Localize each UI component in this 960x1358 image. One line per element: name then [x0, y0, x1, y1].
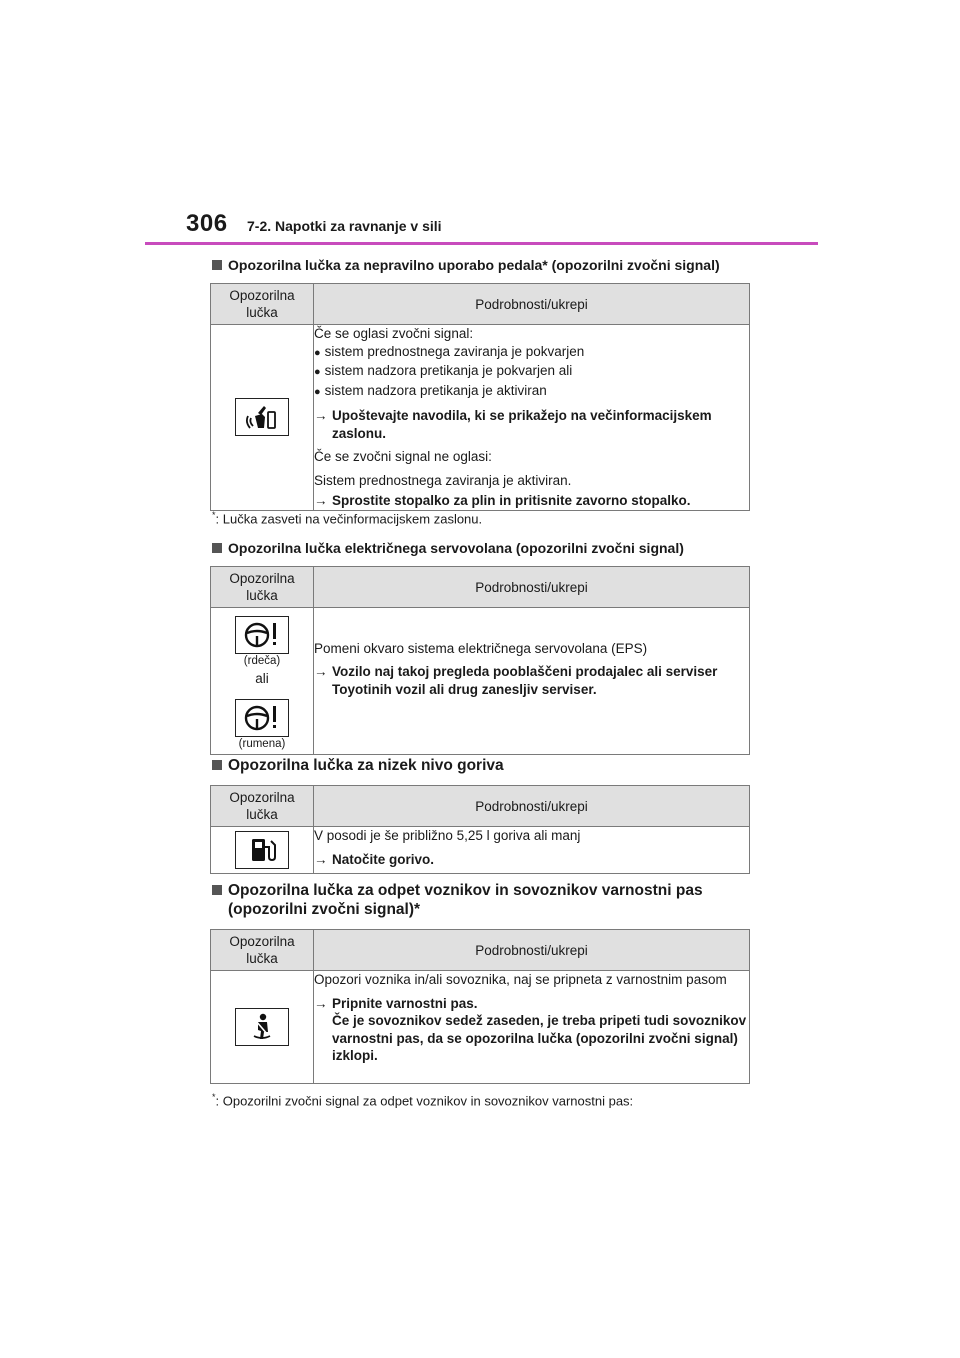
lamp-cell [211, 608, 314, 755]
pedal-misuse-warning-icon [235, 398, 289, 436]
col-header-details: Podrobnosti/ukrepi [314, 567, 750, 608]
list-item: ● sistem prednostnega zaviranja je pokvarjen [314, 343, 749, 363]
lamp-cell [211, 325, 314, 511]
action-text-continued: Če je sovoznikov sedež zaseden, je treba pripeti tudi sovoznikov varnostni pas, da se opozorilna lučka (opozorilni zvočni signal) izklopi. [332, 1013, 747, 1063]
section-title-pedal: Opozorilna lučka za nepravilno uporabo pedala* (opozorilni zvočni signal) [212, 256, 720, 275]
col-header-details: Podrobnosti/ukrepi [314, 786, 750, 827]
caption-red: (rdeča) [243, 655, 281, 667]
col-header-lamp: Opozorilna lučka [211, 930, 314, 971]
square-bullet-icon [212, 543, 222, 553]
list-item: ● sistem nadzora pretikanja je pokvarjen ali [314, 362, 749, 382]
seatbelt-warning-icon [235, 1008, 289, 1046]
action-text: → Natočite gorivo. [314, 851, 435, 867]
square-bullet-icon [212, 885, 222, 895]
steering-warning-icon-yellow [235, 699, 289, 737]
details-cell: Pomeni okvaro sistema električnega servovolana (EPS) → Vozilo naj takoj pregleda pooblaščeni prodajalec ali serviser Toyotinih vozil ali drug zanesljiv serviser. [314, 608, 750, 755]
header-rule [145, 242, 818, 245]
section-title-fuel: Opozorilna lučka za nizek nivo goriva [212, 756, 504, 775]
footnote: *: Opozorilni zvočni signal za odpet voznikov in sovoznikov varnostni pas: [212, 1092, 634, 1109]
steering-warning-icon-red [235, 616, 289, 654]
page-header [186, 210, 820, 244]
list-item: ● sistem nadzora pretikanja je aktiviran [314, 382, 749, 402]
details-cell: Opozori voznika in/ali sovoznika, naj se pripneta z varnostnim pasom → Pripnite varnostni pas. Če je sovoznikov sedež zaseden, je treba pripeti tudi sovoznikov varnostni pas, da se opozorilna lučka (opozorilni zvočni signal) izklopi. [314, 971, 750, 1084]
col-header-lamp: Opozorilna lučka [211, 284, 314, 325]
eps-warning-table [210, 566, 750, 755]
col-header-lamp: Opozorilna lučka [211, 786, 314, 827]
chapter-title: 7-2. Napotki za ravnanje v sili [247, 218, 442, 234]
square-bullet-icon [212, 260, 222, 270]
section-title-seatbelt: Opozorilna lučka za odpet voznikov in sovoznikov varnostni pas (opozorilni zvočni signal)* [212, 881, 703, 919]
caption-yellow: (rumena) [238, 738, 286, 750]
or-label: ali [255, 671, 269, 686]
seatbelt-warning-table [210, 929, 750, 1084]
col-header-lamp: Opozorilna lučka [211, 567, 314, 608]
col-header-details: Podrobnosti/ukrepi [314, 284, 750, 325]
fuel-pump-icon [235, 831, 289, 869]
action-text: → Pripnite varnostni pas. [314, 995, 478, 1011]
details-cell: Če se oglasi zvočni signal: ● sistem prednostnega zaviranja je pokvarjen ● sistem nadzora pretikanja je pokvarjen ali ● sistem nadzora pretikanja je aktiviran → Upoštevajte navodila, ki se prikažejo na večinformacijskem zaslonu. Če se zvočni signal ne oglasi: Sistem prednostnega zaviranja je aktiviran. → Sprostite stopalko za plin in pritisnite zavorno stopalko. [314, 325, 750, 511]
footnote: *: Lučka zasveti na večinformacijskem zaslonu. [212, 510, 483, 527]
lamp-cell [211, 827, 314, 874]
lamp-cell [211, 971, 314, 1084]
page-number: 306 [186, 210, 228, 237]
col-header-details: Podrobnosti/ukrepi [314, 930, 750, 971]
section-title-eps: Opozorilna lučka električnega servovolana (opozorilni zvočni signal) [212, 539, 684, 558]
action-text: → Vozilo naj takoj pregleda pooblaščeni prodajalec ali serviser Toyotinih vozil ali drug zanesljiv serviser. [314, 664, 718, 697]
square-bullet-icon [212, 760, 222, 770]
action-text: → Sprostite stopalko za plin in pritisnite zavorno stopalko. [314, 493, 691, 508]
fuel-warning-table [210, 785, 750, 874]
pedal-warning-table [210, 283, 750, 511]
details-cell: V posodi je še približno 5,25 l goriva ali manj → Natočite gorivo. [314, 827, 750, 874]
action-text: → Upoštevajte navodila, ki se prikažejo na večinformacijskem zaslonu. [314, 408, 712, 441]
